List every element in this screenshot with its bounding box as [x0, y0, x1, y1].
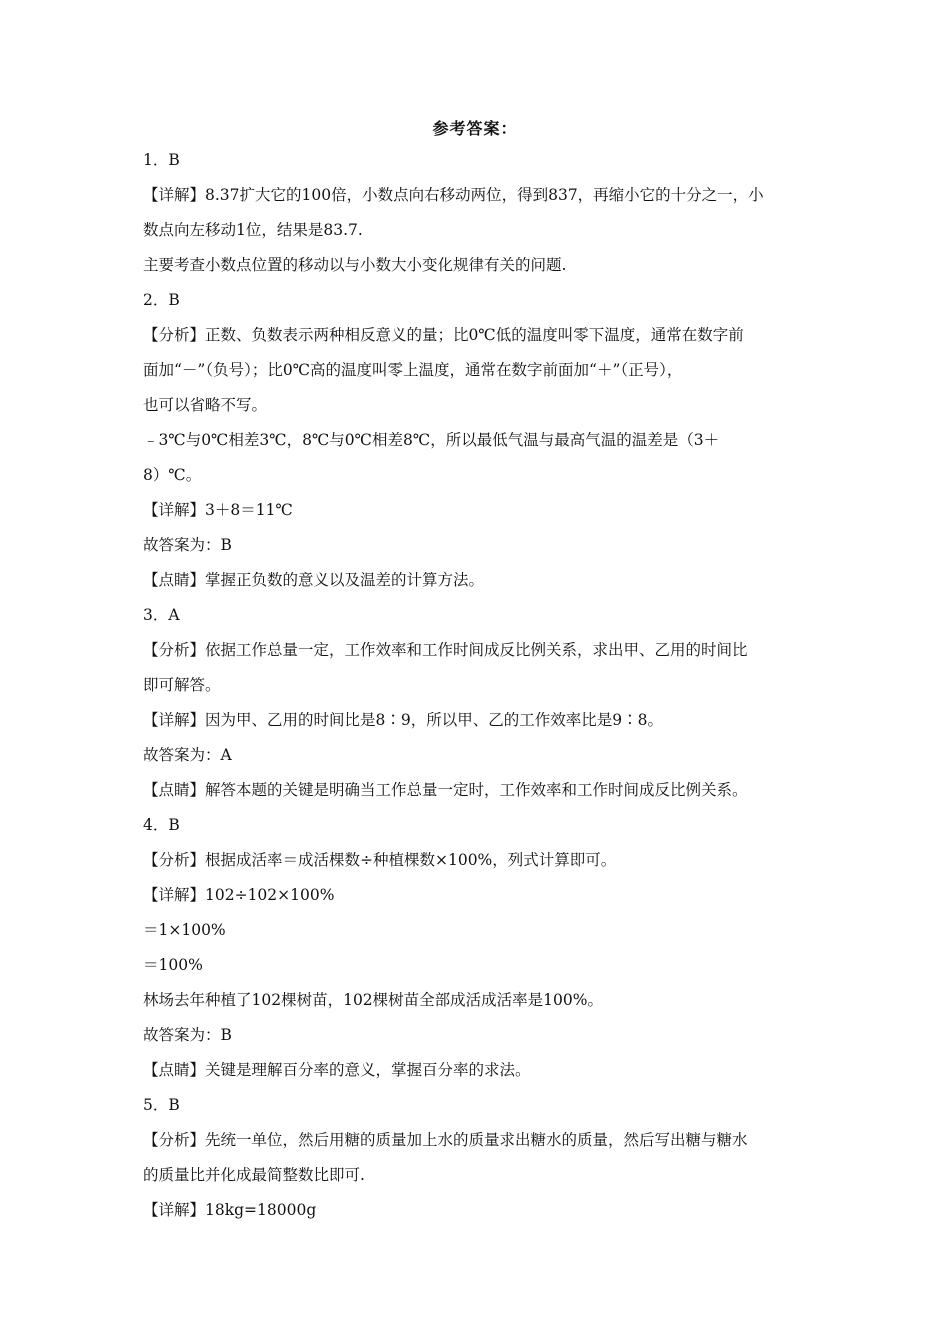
- answer-line: 3．A: [143, 606, 180, 624]
- answer-line: 即可解答。: [143, 676, 221, 694]
- answer-line: 【点睛】解答本题的关键是明确当工作总量一定时，工作效率和工作时间成反比例关系。: [143, 781, 748, 799]
- answer-line: 【点睛】掌握正负数的意义以及温差的计算方法。: [143, 571, 485, 589]
- answer-line: 故答案为：B: [143, 1026, 232, 1044]
- answer-line: 故答案为：A: [143, 746, 232, 764]
- answer-line: 数点向左移动1位，结果是83.7.: [143, 221, 363, 239]
- answer-line: 【详解】3＋8＝11℃: [143, 501, 293, 519]
- answer-line: ＝100%: [143, 956, 203, 974]
- answer-content: [143, 143, 813, 1228]
- answer-line: 也可以省略不写。: [143, 396, 268, 414]
- answer-line: 主要考查小数点位置的移动以与小数大小变化规律有关的问题.: [143, 256, 567, 274]
- page-title: 参考答案：: [432, 119, 518, 138]
- answer-line: 【详解】102÷102×100%: [143, 886, 335, 904]
- answer-line: 的质量比并化成最简整数比即可.: [143, 1166, 365, 1184]
- answer-line: 面加“－”（负号）；比0℃高的温度叫零上温度，通常在数字前面加“＋”（正号），: [143, 361, 683, 379]
- answer-line: 林场去年种植了102棵树苗，102棵树苗全部成活成活率是100%。: [143, 991, 603, 1009]
- answer-line: 8）℃。: [143, 466, 202, 484]
- answer-line: 【分析】先统一单位，然后用糖的质量加上水的质量求出糖水的质量，然后写出糖与糖水: [143, 1131, 748, 1149]
- answer-line: 1．B: [143, 151, 180, 169]
- answer-line: ＝1×100%: [143, 921, 226, 939]
- answer-line: 2．B: [143, 291, 180, 309]
- answer-line: 【点睛】关键是理解百分率的意义，掌握百分率的求法。: [143, 1061, 531, 1079]
- answer-line: 【分析】正数、负数表示两种相反意义的量；比0℃低的温度叫零下温度，通常在数字前: [143, 326, 744, 344]
- answer-line: 4．B: [143, 816, 180, 834]
- answer-line: 故答案为：B: [143, 536, 232, 554]
- answer-line: ﹣3℃与0℃相差3℃，8℃与0℃相差8℃，所以最低气温与最高气温的温差是（3＋: [143, 431, 720, 449]
- answer-line: 【详解】8.37扩大它的100倍，小数点向右移动两位，得到837，再缩小它的十分之一，小: [143, 186, 764, 204]
- answer-line: 【分析】依据工作总量一定，工作效率和工作时间成反比例关系，求出甲、乙用的时间比: [143, 641, 748, 659]
- answer-line: 【详解】因为甲、乙用的时间比是8∶9，所以甲、乙的工作效率比是9∶8。: [143, 711, 663, 729]
- answer-line: 【分析】根据成活率＝成活棵数÷种植棵数×100%，列式计算即可。: [143, 851, 617, 869]
- answer-line: 5．B: [143, 1096, 180, 1114]
- answer-line: 【详解】18kg=18000g: [143, 1201, 317, 1219]
